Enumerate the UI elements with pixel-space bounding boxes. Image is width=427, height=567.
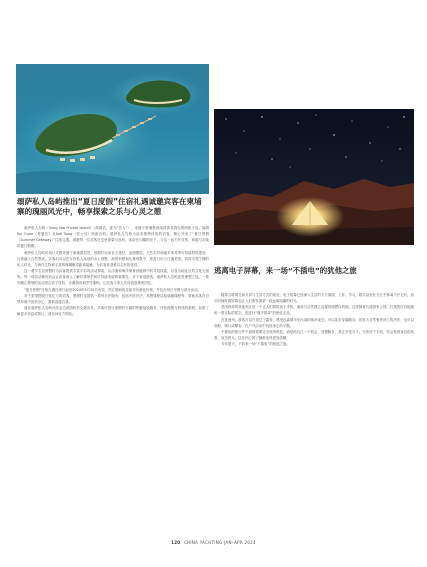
left-paragraph: “夏日度假”住宿礼遇自即日起至2024年9月30日有效，预订期间的住宿享有最佳价格，并包含每日早餐与部分活动。: [24, 287, 201, 292]
right-article-body: [214, 292, 414, 347]
left-paragraph: 頌萨私人岛屿的设计灵感来源于柬埔寨自然，度假村运用本土建材，参照寨居，天然木材和遮木家具等可持续材料建造，巧妙融入自然景致。宾客们可以在专有私人泳池的水上别墅、海景别墅和丛林别墅中，欣赏日出与日落美景，同时享受宁静的私人时光，与海洋生物和丰富的珊瑚礁零距离接触，为宾客营造难以忘怀的体验。: [17, 250, 209, 267]
right-paragraph: 美国西部的犹他州正是一个让人们暂时放下手机、重新与自然建立连接的理想目的地。这里拥有五座国家公园、壮观的红岩地貌和一望无际的星空，是进行“数字排毒”的绝佳去处。: [214, 305, 414, 316]
left-article-title: 頌萨私人岛屿推出“夏日度假”住宿礼遇诚邀宾客在柬埔寨的瑰丽风光中，畅享探索之乐与心灵之憩: [17, 197, 202, 216]
right-paragraph: 不插电的旅行并不意味着要完全放弃科技，而是给自己一个机会，放慢脚步，真正享受当下。当你放下手机，你会发现身边的风景、身边的人，以及内心的宁静都变得更加清晰。: [214, 329, 414, 341]
right-article-title: 逃离电子屏幕，来一场“不插电”的犹他之旅: [214, 266, 357, 275]
page-footer: [0, 540, 427, 545]
right-paragraph: 今年夏天，不妨来一场“不插电”的犹他之旅。: [221, 342, 290, 347]
right-paragraph: 随着互联网日新月异与生活方式的改变，电子屏幕已经深入生活的方方面面，工作、学习、娱乐甚至社交几乎都离不开它们，而长时间盯着屏幕也让人们愈发渴望一段远离喧嚣的时光。: [214, 293, 414, 304]
tent-night-photo: [214, 109, 414, 245]
island-aerial-photo: [16, 64, 209, 194]
page-number: 120: [171, 540, 181, 545]
publication-name: CHINA YACHTING: [183, 540, 223, 545]
right-paragraph: 在犹他州，游客可以在星空下露营，感受远离城市光污染的纯净夜空；可以徒步穿越峡谷，欣赏大自然鬼斧神工的杰作；也可以划船、骑行或攀岩，在户外活动中找回身心的平衡。: [214, 317, 414, 328]
left-paragraph: 頌萨私人岛屿（Song Saa Private Island）（高棉语，意为“恋人”），坐落于柬埔寨西南部高龙群岛的两座小岛。编辑Kor Ouen（老婆岛）及Koh Song（老公岛）两座岛屿。頌萨私人岛屿为追求独特体验的宾客，精心开发了“夏日度假（Summer Getaway）”住宿礼遇，诚邀每一位宾客在这里探索与放松。沐浴在闪耀的光下，与这一远天开自然、和谐与永续的夏日假期。: [17, 226, 209, 249]
left-article-body: [17, 225, 209, 317]
issue-date: JAN–APR 2024: [224, 540, 256, 545]
left-paragraph: 对于希望摆脱日常压力的宾客，度假村也提供一系列水疗服务，包括中医疗法、冥想课程以及瑜伽课程等，帮助宾客在自然环境中放松身心，重新连接自我。: [17, 293, 209, 304]
left-paragraph: 前往頌萨私人岛屿可经金边或西哈努克港出发，宾客可预订度假村专属的快艇接驳服务，体验便捷与舒适的旅程。如需了解更多信息或预订，请访问官方网站。: [17, 306, 209, 317]
left-paragraph: 这一番学生态度假村为宾客提供丰富多彩的活动探索，从浮潜和海洋保育到鹿群中的寻找探索，以及当地社区的文化交流等。每一项活动都有机会让宾客深入了解环境保护和可持续发展的重要性，对于家庭游客，頌萨私人岛屿更是理想之选，一系列精心策划的活动适合亲子体验，沙滩游戏和烹饪课程，让宾客与家人共同创造珍贵回忆。: [17, 269, 209, 286]
